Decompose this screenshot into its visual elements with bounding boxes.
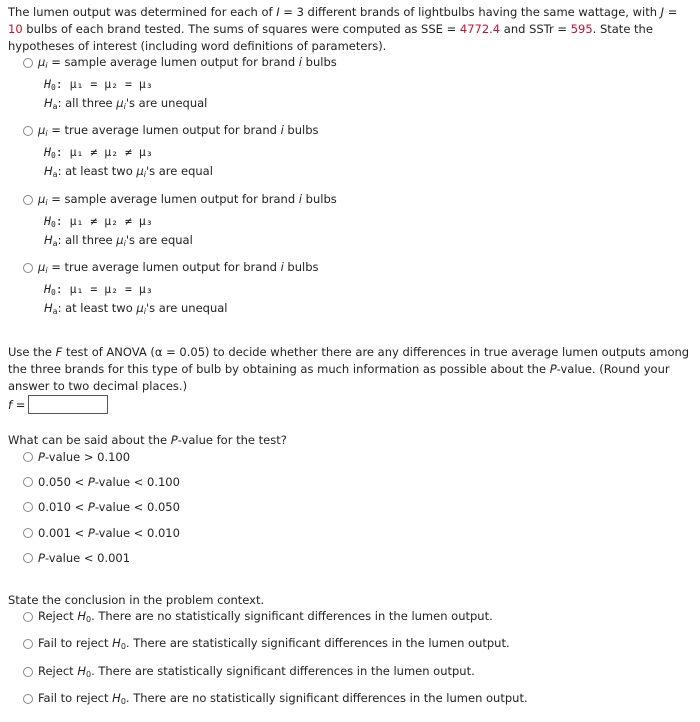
f-label: f = bbox=[8, 398, 26, 412]
J-symbol: J bbox=[660, 5, 665, 19]
null-hypothesis: $H_0$: μ₁ = μ₂ = μ₃ bbox=[44, 282, 153, 297]
pvalue-option-label: P-value > 0.100 bbox=[38, 450, 131, 464]
sse-value: 4772.4 bbox=[459, 22, 501, 36]
parameter-definition: $\mu_i$ = true average lumen output for brand i bulbs bbox=[38, 260, 319, 275]
alternative-hypothesis: $H_a$: at least two $\mu_i's$ are unequal bbox=[44, 301, 228, 316]
conclusion-option-label: Reject $H_0$. There are no statistically significant differences in the lumen output. bbox=[38, 609, 493, 624]
intro-text: = 3 different brands of lightbulbs having the same wattage, with bbox=[279, 5, 661, 19]
parameter-definition: $\mu_i$ = sample average lumen output for brand i bulbs bbox=[38, 192, 337, 207]
parameter-definition: $\mu_i$ = true average lumen output for brand i bulbs bbox=[38, 123, 319, 138]
intro-text: . State the hypotheses of interest (including word definitions of parameters). bbox=[8, 22, 653, 53]
null-hypothesis: $H_0$: μ₁ = μ₂ = μ₃ bbox=[44, 77, 153, 92]
alternative-hypothesis: $H_a$: at least two $\mu_i's$ are equal bbox=[44, 164, 213, 179]
alternative-hypothesis: $H_a$: all three $\mu_i's$ are unequal bbox=[44, 96, 208, 111]
pvalue-option-label: P-value < 0.001 bbox=[38, 551, 131, 565]
radio-button[interactable] bbox=[23, 477, 33, 487]
pvalue-option-label: 0.001 < P-value < 0.010 bbox=[38, 526, 180, 540]
problem-statement bbox=[8, 4, 692, 55]
conclusion-option-label: Fail to reject $H_0$. There are statistically significant differences in the lumen output. bbox=[38, 636, 510, 651]
null-hypothesis: $H_0$: μ₁ ≠ μ₂ ≠ μ₃ bbox=[44, 145, 153, 160]
f-answer-input[interactable] bbox=[28, 395, 108, 414]
radio-button[interactable] bbox=[23, 667, 33, 677]
J-value: 10 bbox=[8, 22, 23, 36]
radio-button[interactable] bbox=[23, 612, 33, 622]
anova-instructions: Use the F test of ANOVA (α = 0.05) to decide whether there are any differences in true average lumen outputs among the three brands for this type of bulb by obtaining as much information as possible about the P-value. (Round your answer to two decimal places.) bbox=[8, 345, 690, 393]
intro-text: = bbox=[664, 5, 678, 19]
radio-button[interactable] bbox=[23, 502, 33, 512]
null-hypothesis: $H_0$: μ₁ ≠ μ₂ ≠ μ₃ bbox=[44, 214, 153, 229]
radio-button[interactable] bbox=[23, 263, 33, 273]
parameter-definition: $\mu_i$ = sample average lumen output for brand i bulbs bbox=[38, 55, 337, 70]
radio-button[interactable] bbox=[23, 126, 33, 136]
intro-text: bulbs of each brand tested. The sums of squares were computed as SSE = bbox=[22, 22, 460, 36]
radio-button[interactable] bbox=[23, 639, 33, 649]
pvalue-option-label: 0.010 < P-value < 0.050 bbox=[38, 500, 180, 514]
conclusion-option-label: Reject $H_0$. There are statistically significant differences in the lumen output. bbox=[38, 664, 475, 679]
radio-button[interactable] bbox=[23, 452, 33, 462]
intro-text: and SSTr = bbox=[500, 22, 571, 36]
radio-button[interactable] bbox=[23, 553, 33, 563]
pvalue-option-label: 0.050 < P-value < 0.100 bbox=[38, 475, 180, 489]
pvalue-question: What can be said about the P-value for the test? bbox=[8, 433, 287, 447]
radio-button[interactable] bbox=[23, 195, 33, 205]
radio-button[interactable] bbox=[23, 694, 33, 704]
conclusion-option-label: Fail to reject $H_0$. There are no statistically significant differences in the lumen output. bbox=[38, 691, 528, 706]
I-symbol: I bbox=[276, 5, 280, 19]
conclusion-question: State the conclusion in the problem context. bbox=[8, 593, 265, 607]
radio-button[interactable] bbox=[23, 528, 33, 538]
sstr-value: 595 bbox=[570, 22, 593, 36]
radio-button[interactable] bbox=[23, 58, 33, 68]
intro-text: The lumen output was determined for each of bbox=[8, 5, 277, 19]
alternative-hypothesis: $H_a$: all three $\mu_i's$ are equal bbox=[44, 233, 193, 248]
